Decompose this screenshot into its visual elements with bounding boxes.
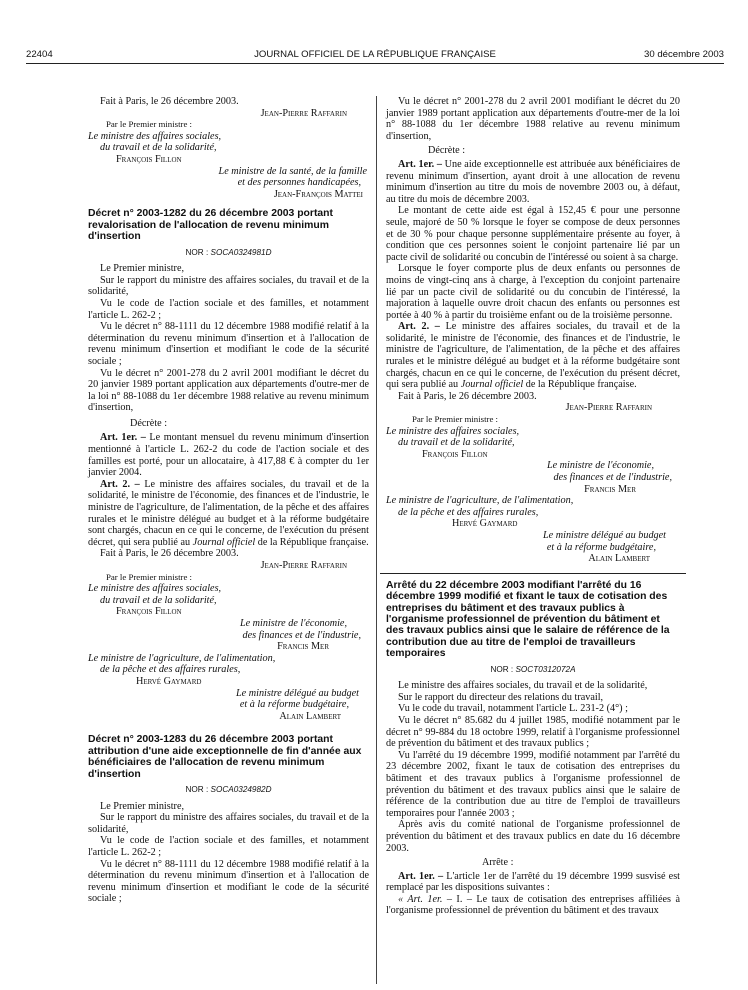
arrete: Arrête : [482,857,514,869]
minister-title: Le ministre de l'agriculture, de l'alimentation, [88,652,276,664]
journal-title: JOURNAL OFFICIEL DE LA RÉPUBLIQUE FRANÇAISE [254,49,496,60]
visa: Vu le code de l'action sociale et des familles, et notamment l'article L. 262-2 ; [88,835,369,858]
nor-code: SOCA0324982D [210,784,272,794]
article-text: Le ministre des affaires sociales, du travail et de la solidarité, le ministre de l'économie, des finances et de l'industrie, le ministre de l'agriculture, de l'alimentation, de la pêche et des affaires rurales et le ministre délégué au budget et à la réforme budgétaire sont chargés, chacun en ce qui le concerne, de l'exécution du présent décret, qui sera publié au [88,478,370,548]
minister-title: Le ministre de la santé, de la famille [218,165,367,177]
minister-title: et des personnes handicapées, [237,177,361,189]
fait-line: Fait à Paris, le 26 décembre 2003. [100,96,239,107]
visa: Vu le décret n° 2001-278 du 2 avril 2001 modifiant le décret du 20 janvier 1989 portant application aux départements d'outre-mer de la loi n° 88-1088 du 1er décembre 1988 relative au revenu minimum d'insertion, [386,96,680,142]
article-text: I. – Le taux de cotisation des entreprises affiliées à l'organisme professionnel de prévention du bâtiment et des travaux [386,893,680,917]
fait-line: Fait à Paris, le 26 décembre 2003. [398,390,537,402]
minister-title: du travail et de la solidarité, [398,437,515,449]
decrete: Décrète : [428,145,466,157]
article-label: Art. 2. – [100,478,140,490]
decrete: Décrète : [130,417,168,429]
section-rule [380,573,686,574]
column-divider [376,96,377,984]
article-2 [88,479,369,549]
paragraph: Lorsque le foyer comporte plus de deux enfants ou personnes de moins de vingt-cinq ans à charge, à l'exception du conjoint partenaire lié par un pacte civil de solidarité ou du concubin de l'intéressé, la majoration à laquelle ouvre droit chacun des enfants ou personnes est portée à 40 % à partir du troisième enfant ou de la troisième personne. [386,263,680,321]
signature-raffarin: Jean-Pierre Raffarin [260,107,347,119]
par-premier-ministre: Par le Premier ministre : [412,414,498,425]
signature-gaymard: Hervé Gaymard [136,675,202,687]
signature-mattei: Jean-François Mattei [273,188,363,200]
signature-mer: Francis Mer [277,641,329,653]
article-text: Le montant mensuel du revenu minimum d'insertion mentionné à l'article L. 262-2 du code de l'action sociale et des familles est porté, pour un allocataire, à 417,88 € à compter du 1er janvier 2004. [88,432,369,479]
journal-officiel-ref: Journal officiel [192,536,256,548]
avis: Après avis du comité national de l'organisme professionnel de prévention du bâtiment et des travaux publics en date du 16 décembre 2003. [386,819,680,854]
par-premier-ministre: Par le Premier ministre : [106,119,192,130]
signature-fillon: François Fillon [422,448,488,460]
minister-title: Le ministre de l'économie, [546,460,654,472]
minister-title: des finances et de l'industrie, [242,629,361,641]
minister-title: Le ministre des affaires sociales, [386,425,520,437]
nor-code: SOCA0324981D [210,247,272,257]
visa: Sur le rapport du ministre des affaires sociales, du travail et de la solidarité, [88,812,369,835]
visa: Sur le rapport du ministre des affaires sociales, du travail et de la solidarité, [88,274,369,298]
page-number: 22404 [26,49,53,60]
signature-mer: Francis Mer [584,483,636,495]
visa: Vu le décret n° 2001-278 du 2 avril 2001 modifiant le décret du 20 janvier 1989 portant application aux départements d'outre-mer de la loi n° 88-1088 du 1er décembre 1988 relative au revenu minimum d'insertion, [88,367,369,414]
article-label: Art. 1er. – [398,870,444,882]
visa: Vu le décret n° 88-1111 du 12 décembre 1988 modifié relatif à la détermination du revenu minimum d'insertion et à l'allocation de revenu minimum d'insertion et modifiant le code de la sécurité sociale ; [88,321,369,367]
nor-reference [386,664,680,676]
visa: Sur le rapport du directeur des relations du travail, [398,691,604,703]
article-text-end: de la République française. [525,379,637,391]
signature-lambert: Alain Lambert [588,553,650,565]
minister-title: et à la réforme budgétaire, [546,541,656,553]
signature-fillon: François Fillon [116,153,182,165]
article-label: « Art. 1er. – [398,893,452,905]
par-premier-ministre: Par le Premier ministre : [106,571,192,582]
right-column [386,96,680,917]
article-1 [386,159,680,205]
article-text-end: de la République française. [257,536,369,548]
nor-label: NOR : [185,247,209,257]
visa: Vu le code de l'action sociale et des familles, et notamment l'article L. 262-2 ; [88,297,369,321]
signature-raffarin: Jean-Pierre Raffarin [260,560,347,571]
minister-title: et à la réforme budgétaire, [239,699,349,711]
minister-title: Le ministre des affaires sociales, [88,130,222,142]
premier-ministre: Le Premier ministre, [100,800,185,812]
minister-title: Le ministre délégué au budget [236,687,359,699]
nor-reference [88,247,369,259]
fait-line: Fait à Paris, le 26 décembre 2003. [100,548,239,560]
journal-officiel-ref: Journal officiel [460,379,524,391]
decree-title: Décret n° 2003-1282 du 26 décembre 2003 portant revalorisation de l'allocation de revenu minimum d'insertion [88,208,333,243]
minister-title: du travail et de la solidarité, [100,142,217,154]
article-label: Art. 2. – [398,321,440,333]
minister-title: du travail et de la solidarité, [100,594,217,606]
signature-gaymard: Hervé Gaymard [452,518,518,530]
minister-title: Le ministre de l'agriculture, de l'alimentation, [386,495,574,507]
issue-date: 30 décembre 2003 [643,49,724,60]
arrete-title: Arrêté du 22 décembre 2003 modifiant l'arrêté du 16 décembre 1999 modifié et fixant le taux de cotisation des entreprises du bâtiment et des travaux publics à l'organisme professionnel de prévention du bâtiment et des travaux publics ainsi que le salaire de référence de la contribution due au titre de l'emploi de travailleurs temporaires [386,579,670,660]
article-text: L'article 1er de l'arrêté du 19 décembre 1999 susvisé est remplacé par les dispositions suivantes : [386,870,680,894]
minister-title: Le ministre délégué au budget [543,529,666,541]
premier-ministre: Le Premier ministre, [100,263,185,275]
article-text: Une aide exceptionnelle est attribuée aux bénéficiaires de revenu minimum d'insertion, ayant droit à une allocation de revenu minimum d'insertion au titre du mois de novembre 2003 ou, à défaut, au titre du mois de décembre 2003. [386,158,680,205]
visa: Vu le décret n° 88-1111 du 12 décembre 1988 modifié relatif à la détermination du revenu minimum d'insertion et à l'allocation de revenu minimum d'insertion et modifiant le code de la sécurité sociale ; [88,858,369,905]
article-1 [88,432,369,478]
nor-label: NOR : [185,784,209,794]
minister-title: Le ministre des affaires sociales, [88,583,222,595]
nor-reference [88,784,369,796]
paragraph: Le montant de cette aide est égal à 152,45 € pour une personne seule, majoré de 50 % lorsque le foyer se compose de deux personnes et de 30 % pour chaque personne supplémentaire présente au foyer, à condition que ces personnes soient le conjoint partenaire lié par un pacte civil de solidarité ou concubin de l'intéressé ou soient à sa charge. [386,205,680,263]
article-1 [386,871,680,894]
minister-title: de la pêche et des affaires rurales, [100,664,241,676]
ministre: Le ministre des affaires sociales, du travail et de la solidarité, [398,680,648,692]
minister-title: des finances et de l'industrie, [553,472,672,483]
minister-title: Le ministre de l'économie, [239,617,347,629]
page-header [26,49,724,63]
nor-code: SOCT0312072A [515,664,576,674]
article-2 [386,321,680,391]
nor-label: NOR : [490,664,514,674]
quoted-article [386,894,680,917]
article-label: Art. 1er. – [100,432,146,444]
header-rule [26,63,724,64]
left-column [88,96,369,905]
signature-lambert: Alain Lambert [279,710,341,722]
visa: Vu l'arrêté du 19 décembre 1999, modifié notamment par l'arrêté du 23 décembre 2002, fixant le taux de cotisation des entreprises du bâtiment et des travaux publics à l'organisme professionnel de prévention du bâtiment et des travaux publics ainsi que le salaire de référence de la contribution due au titre de l'emploi de travailleurs temporaires pour l'année 2003 ; [386,749,680,819]
visa: Vu le décret n° 85.682 du 4 juillet 1985, modifié notamment par le décret n° 99-884 du 18 octobre 1999, relatif à l'organisme professionnel de prévention du bâtiment et des travaux publics ; [386,714,680,750]
article-text: Le ministre des affaires sociales, du travail et de la solidarité, le ministre de l'économie, des finances et de l'industrie, le ministre de l'agriculture, de l'alimentation, de la pêche et des affaires rurales et le ministre délégué au budget et à la réforme budgétaire sont chargés, chacun en ce qui le concerne, de l'exécution du présent décret, qui sera publié au [386,321,681,391]
visa: Vu le code du travail, notamment l'article L. 231-2 (4°) ; [398,703,628,715]
article-label: Art. 1er. – [398,158,442,170]
signature-raffarin: Jean-Pierre Raffarin [565,402,652,414]
minister-title: de la pêche et des affaires rurales, [398,506,539,518]
decree-title: Décret n° 2003-1283 du 26 décembre 2003 portant attribution d'une aide exceptionnelle de fin d'année aux bénéficiaires de l'allocation de revenu minimum d'insertion [88,734,362,780]
signature-fillon: François Fillon [116,606,182,618]
